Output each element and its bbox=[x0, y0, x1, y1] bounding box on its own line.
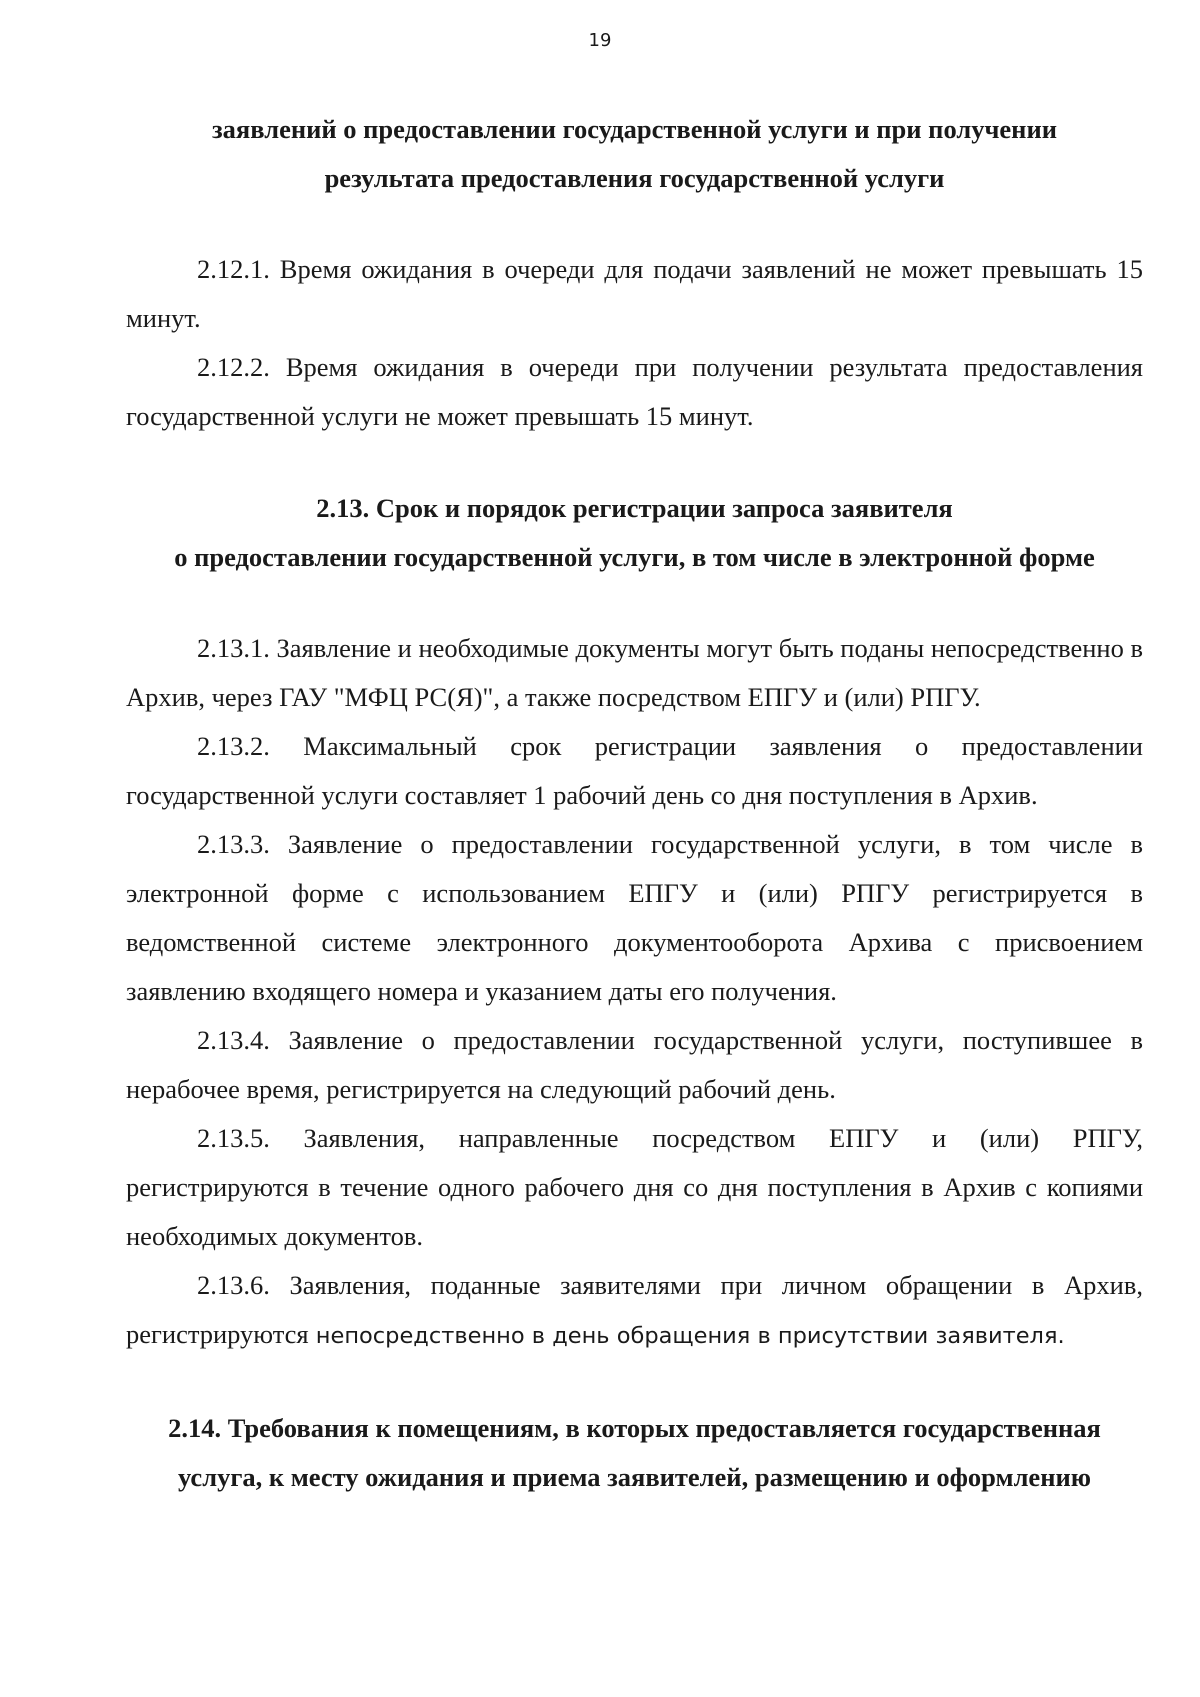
document-body bbox=[126, 105, 1143, 1502]
section-heading-2-12 bbox=[126, 105, 1143, 203]
paragraph-2-12-2: 2.12.2. Время ожидания в очереди при получении результата предоставления государственной услуги не может превышать 15 минут. bbox=[126, 352, 1143, 431]
paragraph-2-13-5: 2.13.5. Заявления, направленные посредством ЕПГУ и (или) РПГУ, регистрируются в течение одного рабочего дня со дня поступления в Архив с копиями необходимых документов. bbox=[126, 1123, 1143, 1251]
section-heading-2-14 bbox=[126, 1404, 1143, 1502]
spacer bbox=[126, 203, 1143, 245]
section-heading-2-13 bbox=[126, 484, 1143, 582]
heading-line: 2.13. Срок и порядок регистрации запроса заявителя bbox=[316, 493, 953, 523]
paragraph-2-12-1: 2.12.1. Время ожидания в очереди для подачи заявлений не может превышать 15 минут. bbox=[126, 254, 1143, 333]
page-number: 19 bbox=[588, 30, 612, 51]
spacer bbox=[126, 582, 1143, 624]
paragraph-2-13-6-head: 2.13.6. Заявления, поданные заявителями при личном обращении в Архив, регистрируются bbox=[126, 1270, 1143, 1349]
spacer bbox=[126, 1361, 1143, 1404]
paragraph-2-13-4: 2.13.4. Заявление о предоставлении государственной услуги, поступившее в нерабочее время, регистрируется на следующий рабочий день. bbox=[126, 1025, 1143, 1104]
paragraph-2-13-3: 2.13.3. Заявление о предоставлении государственной услуги, в том числе в электронной форме с использованием ЕПГУ и (или) РПГУ регистрируется в ведомственной системе электронного документооборота Архива с присвоением заявлению входящего номера и указанием даты его получения. bbox=[126, 829, 1143, 1006]
heading-line: результата предоставления государственной услуги bbox=[324, 163, 945, 193]
heading-line: о предоставлении государственной услуги, в том числе в электронной форме bbox=[174, 542, 1095, 572]
heading-line: 2.14. Требования к помещениям, в которых предоставляется государственная bbox=[168, 1413, 1101, 1443]
paragraph-2-13-6 bbox=[126, 1261, 1143, 1361]
heading-line: заявлений о предоставлении государственной услуги и при получении bbox=[212, 114, 1057, 144]
paragraph-2-13-2: 2.13.2. Максимальный срок регистрации заявления о предоставлении государственной услуги составляет 1 рабочий день со дня поступления в Архив. bbox=[126, 731, 1143, 810]
paragraph-2-13-6-tail: непосредственно в день обращения в присутствии заявителя. bbox=[308, 1323, 1065, 1349]
spacer bbox=[126, 441, 1143, 484]
paragraph-2-13-1: 2.13.1. Заявление и необходимые документы могут быть поданы непосредственно в Архив, через ГАУ "МФЦ РС(Я)", а также посредством ЕПГУ и (или) РПГУ. bbox=[126, 633, 1143, 712]
heading-line: услуга, к месту ожидания и приема заявителей, размещению и оформлению bbox=[178, 1462, 1091, 1492]
